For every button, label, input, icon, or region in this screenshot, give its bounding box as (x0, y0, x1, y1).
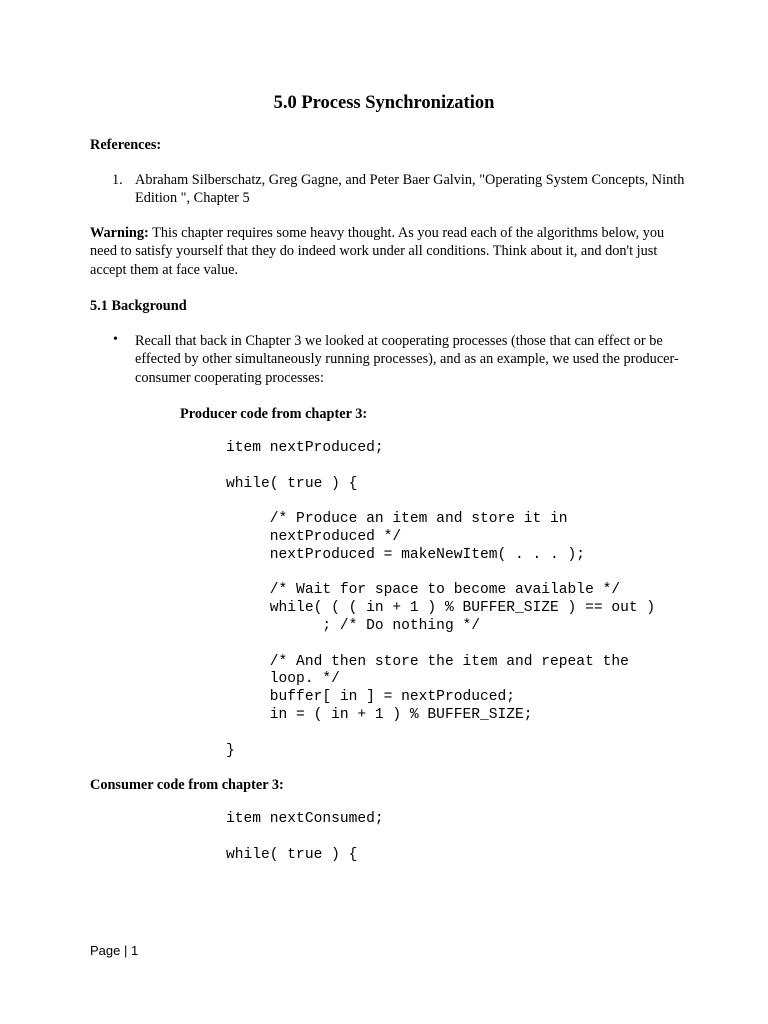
producer-heading: Producer code from chapter 3: (180, 406, 368, 422)
reference-number: 1. (112, 172, 123, 188)
code-line: /* Produce an item and store it in (226, 511, 568, 528)
code-line: while( true ) { (226, 846, 358, 863)
warning-paragraph (90, 224, 680, 279)
code-line: ; /* Do nothing */ (226, 617, 480, 634)
page-number-footer: Page | 1 (90, 943, 139, 958)
code-line: in = ( in + 1 ) % BUFFER_SIZE; (226, 706, 533, 723)
code-line: /* Wait for space to become available */ (226, 582, 621, 599)
consumer-code-block (226, 811, 384, 864)
producer-code-block (226, 440, 655, 760)
code-line: nextProduced = makeNewItem( . . . ); (226, 546, 586, 563)
page-title: 5.0 Process Synchronization (273, 93, 495, 113)
code-line: buffer[ in ] = nextProduced; (226, 689, 516, 706)
code-line: while( true ) { (226, 475, 358, 492)
code-line: /* And then store the item and repeat the (226, 653, 629, 670)
references-heading: References: (90, 137, 162, 153)
background-bullet-text: Recall that back in Chapter 3 we looked at cooperating processes (those that can effect or be effected by other simultaneously running processes), and as an example, we used the producer-consumer cooperating processes: (135, 333, 679, 386)
warning-label: Warning: (90, 225, 149, 241)
reference-item: Abraham Silberschatz, Greg Gagne, and Peter Baer Galvin, "Operating System Concepts, Ninth Edition ", Chapter 5 (135, 172, 685, 207)
code-line: loop. */ (226, 671, 340, 688)
code-line: item nextConsumed; (226, 811, 384, 827)
code-line: item nextProduced; (226, 440, 384, 456)
code-line: nextProduced */ (226, 528, 402, 545)
warning-text: This chapter requires some heavy thought. As you read each of the algorithms below, you need to satisfy yourself that they do indeed work under all conditions. Think about it, and don't just accept them at face value. (90, 225, 665, 278)
code-line: while( ( ( in + 1 ) % BUFFER_SIZE ) == out ) (226, 600, 656, 617)
code-line: } (226, 742, 235, 759)
bullet-icon: • (113, 332, 118, 347)
consumer-heading: Consumer code from chapter 3: (90, 777, 284, 793)
background-heading: 5.1 Background (90, 298, 187, 314)
